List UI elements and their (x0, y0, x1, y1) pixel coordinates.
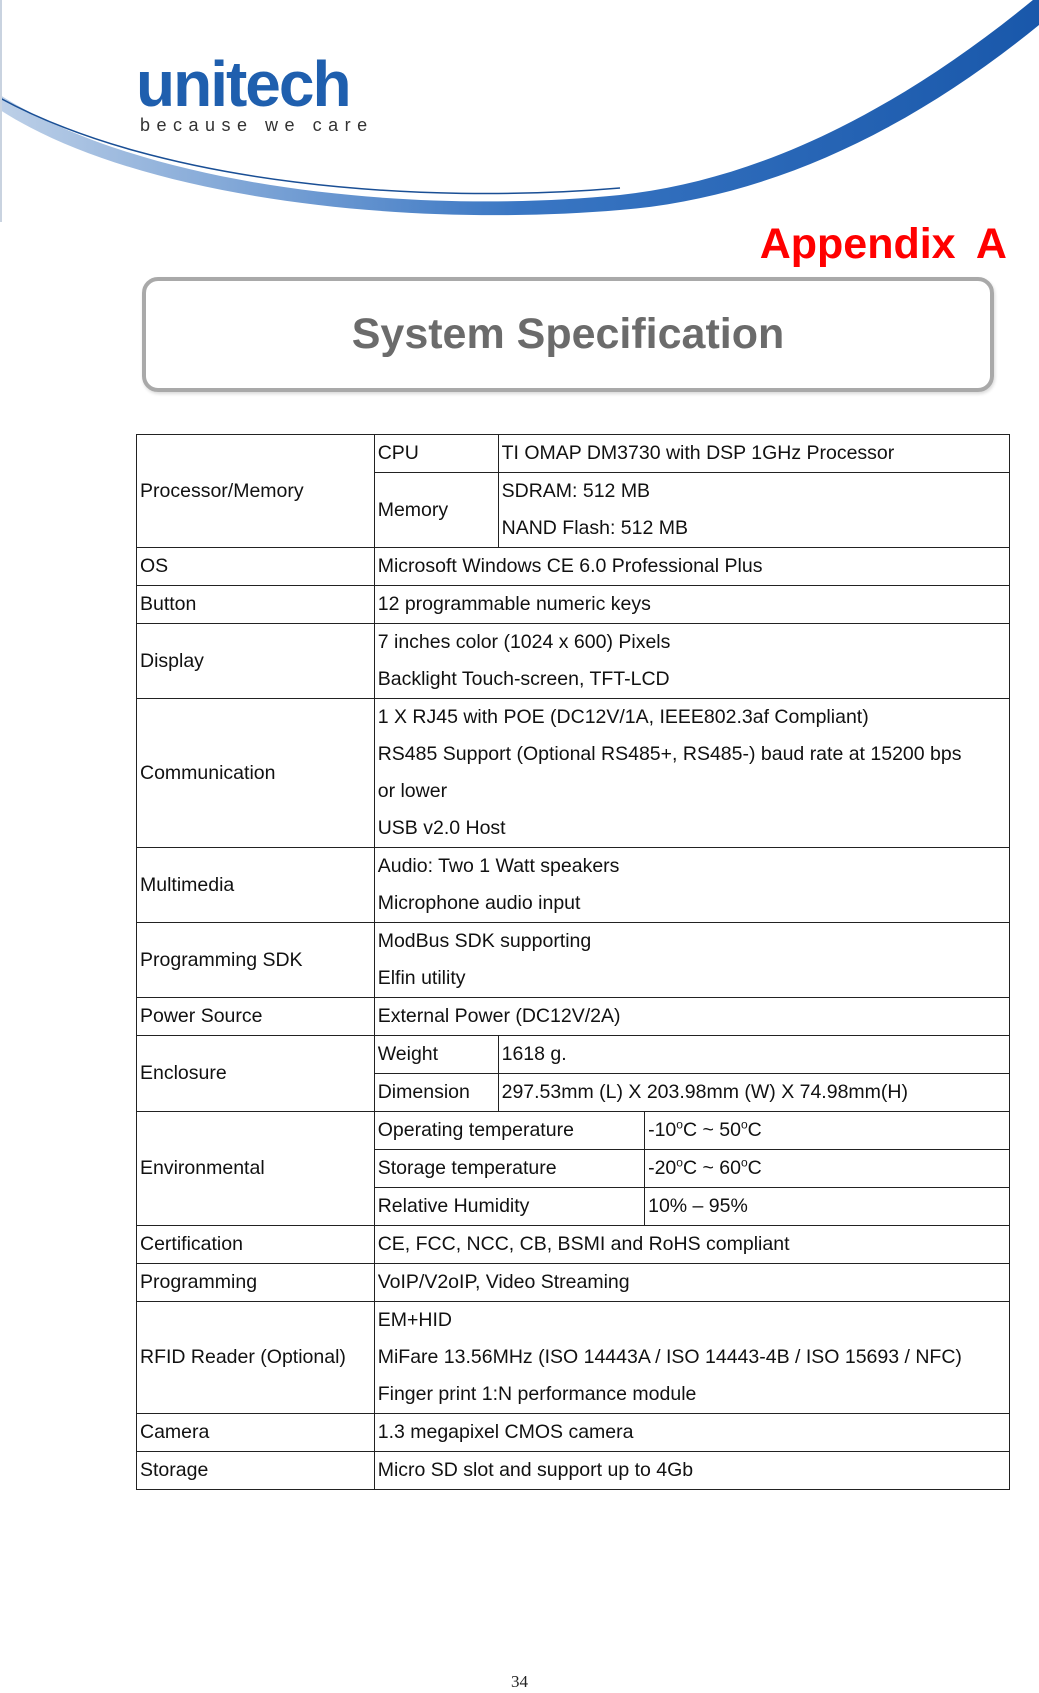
spec-sublabel-memory: Memory (374, 473, 498, 548)
sdk-line: ModBus SDK supporting (377, 930, 592, 952)
communication-line: 1 X RJ45 with POE (DC12V/1A, IEEE802.3af Compliant) (377, 706, 869, 728)
logo-tagline: because we care (140, 115, 374, 135)
spec-sublabel-st-temp: Storage temperature (374, 1150, 644, 1188)
spec-value-dimension: 297.53mm (L) X 203.98mm (W) X 74.98mm(H) (498, 1074, 1009, 1112)
table-row (137, 1112, 1010, 1150)
spec-label-power: Power Source (137, 998, 375, 1036)
display-line: 7 inches color (1024 x 600) Pixels (377, 631, 671, 653)
spec-value-rfid (374, 1302, 1009, 1414)
spec-label-os: OS (137, 548, 375, 586)
rfid-line: EM+HID (377, 1309, 452, 1331)
spec-value-multimedia (374, 848, 1009, 923)
spec-sublabel-op-temp: Operating temperature (374, 1112, 644, 1150)
spec-sublabel-dimension: Dimension (374, 1074, 498, 1112)
table-row (137, 699, 1010, 848)
spec-sublabel-cpu: CPU (374, 435, 498, 473)
spec-value-power: External Power (DC12V/2A) (374, 998, 1009, 1036)
section-title: System Specification (351, 310, 785, 358)
spec-label-rfid: RFID Reader (Optional) (137, 1302, 375, 1414)
spec-value-sdk (374, 923, 1009, 998)
spec-value-certification: CE, FCC, NCC, CB, BSMI and RoHS compliant (374, 1226, 1009, 1264)
spec-label-multimedia: Multimedia (137, 848, 375, 923)
spec-value-weight: 1618 g. (498, 1036, 1009, 1074)
memory-nand: NAND Flash: 512 MB (501, 517, 689, 539)
rfid-line: MiFare 13.56MHz (ISO 14443A / ISO 14443-4B / ISO 15693 / NFC) (377, 1346, 962, 1368)
table-row (137, 548, 1010, 586)
spec-label-display: Display (137, 624, 375, 699)
spec-sublabel-weight: Weight (374, 1036, 498, 1074)
spec-label-enclosure: Enclosure (137, 1036, 375, 1112)
unitech-logo: unitech (136, 48, 350, 120)
table-row (137, 586, 1010, 624)
spec-value-humidity: 10% – 95% (645, 1188, 1010, 1226)
display-line: Backlight Touch-screen, TFT-LCD (377, 668, 670, 690)
table-row (137, 435, 1010, 473)
spec-label-button: Button (137, 586, 375, 624)
table-row (137, 1264, 1010, 1302)
page-number: 34 (511, 1672, 528, 1691)
spec-value-storage: Micro SD slot and support up to 4Gb (374, 1452, 1009, 1490)
spec-value-camera: 1.3 megapixel CMOS camera (374, 1414, 1009, 1452)
spec-value-op-temp: -10$^o$C ~ 50$^o$C (645, 1112, 1010, 1150)
table-row (137, 923, 1010, 998)
table-row (137, 1452, 1010, 1490)
spec-value-memory (498, 473, 1009, 548)
spec-value-button: 12 programmable numeric keys (374, 586, 1009, 624)
spec-sublabel-humidity: Relative Humidity (374, 1188, 644, 1226)
spec-label-certification: Certification (137, 1226, 375, 1264)
table-row (137, 848, 1010, 923)
rfid-line: Finger print 1:N performance module (377, 1383, 697, 1405)
spec-value-st-temp: -20$^o$C ~ 60$^o$C (645, 1150, 1010, 1188)
spec-value-programming: VoIP/V2oIP, Video Streaming (374, 1264, 1009, 1302)
communication-line: RS485 Support (Optional RS485+, RS485-) baud rate at 15200 bps (377, 743, 962, 765)
multimedia-line: Microphone audio input (377, 892, 581, 914)
sdk-line: Elfin utility (377, 967, 466, 989)
table-row (137, 1036, 1010, 1074)
spec-label-environmental: Environmental (137, 1112, 375, 1226)
appendix-label: Appendix A (759, 220, 1007, 268)
spec-label-sdk: Programming SDK (137, 923, 375, 998)
spec-value-cpu: TI OMAP DM3730 with DSP 1GHz Processor (498, 435, 1009, 473)
spec-label-storage: Storage (137, 1452, 375, 1490)
spec-label-communication: Communication (137, 699, 375, 848)
communication-line: or lower (377, 780, 448, 802)
spec-label-programming: Programming (137, 1264, 375, 1302)
spec-value-os: Microsoft Windows CE 6.0 Professional Plus (374, 548, 1009, 586)
table-row (137, 1226, 1010, 1264)
multimedia-line: Audio: Two 1 Watt speakers (377, 855, 620, 877)
table-row (137, 1302, 1010, 1414)
spec-label-camera: Camera (137, 1414, 375, 1452)
memory-sdram: SDRAM: 512 MB (501, 480, 651, 502)
system-spec-table (136, 434, 1010, 1490)
spec-value-display (374, 624, 1009, 699)
table-row (137, 624, 1010, 699)
table-row (137, 1414, 1010, 1452)
table-row (137, 998, 1010, 1036)
spec-value-communication (374, 699, 1009, 848)
communication-line: USB v2.0 Host (377, 817, 506, 839)
section-title-box (142, 277, 994, 392)
spec-label-processor: Processor/Memory (137, 435, 375, 548)
